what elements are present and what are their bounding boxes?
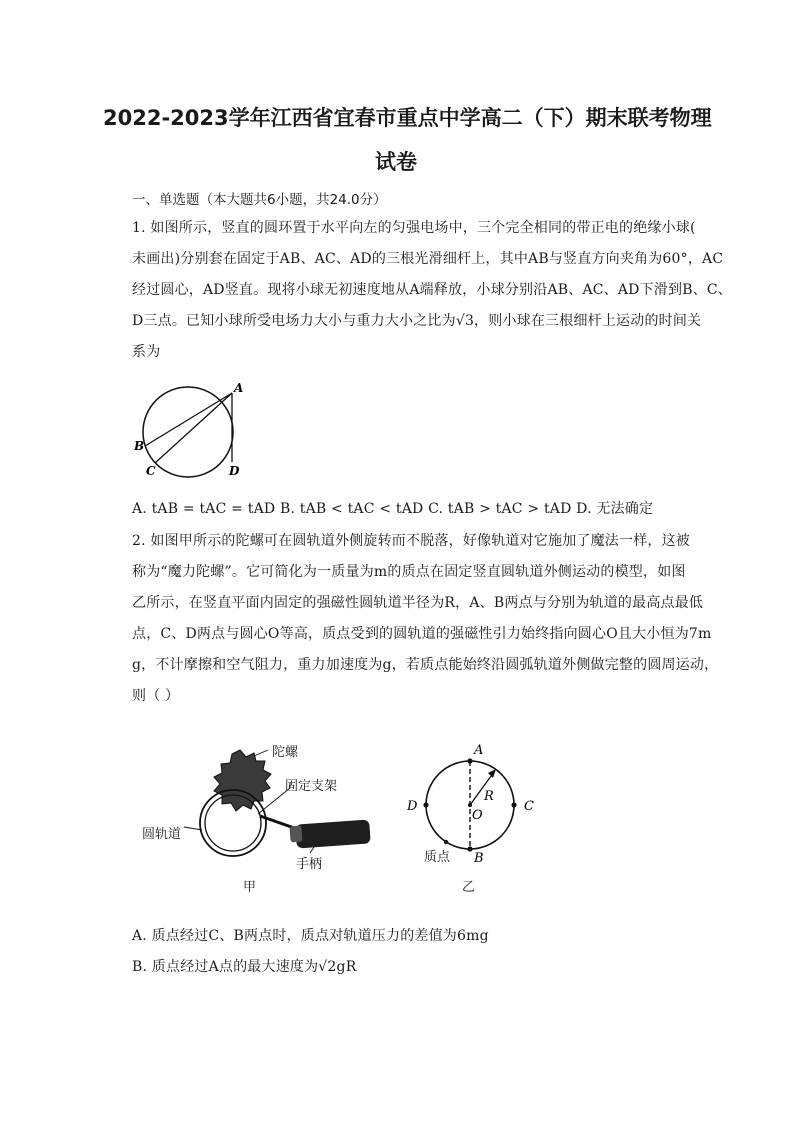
handle-collar (289, 826, 302, 843)
point-a (467, 758, 472, 763)
q1-label-a: A (234, 381, 244, 395)
q1-line: 系为 (132, 344, 161, 360)
q2-line: 称为“魔力陀螺”。它可简化为一质量为m的质点在固定竖直圆轨道外侧运动的模型，如图 (132, 564, 686, 580)
q2-line: 点，C、D两点与圆心O等高，质点受到的圆轨道的强磁性引力始终指向圆心O且大小恒为7m (132, 626, 712, 642)
q1-line: 经过圆心，AD竖直。现将小球无初速度地从A端释放，小球分别沿AB、AC、AD下滑到B、C、 (132, 282, 732, 298)
leader-line (184, 827, 202, 830)
q2-line: 则（ ） (132, 688, 180, 704)
section-heading: 一、单选题（本大题共6小题，共24.0分） (132, 192, 387, 208)
yi-label-a: A (474, 743, 484, 758)
q1-rod-ab (145, 393, 232, 446)
doc-title-line2: 试卷 (375, 150, 417, 174)
figure-caption-jia: 甲 (243, 880, 257, 895)
q2-option-a: A. 质点经过C、B两点时，质点对轨道压力的差值为6mg (132, 928, 489, 944)
point-d (423, 802, 428, 807)
particle-label: 质点 (424, 850, 451, 865)
q1-rod-ac (155, 393, 232, 463)
handle-label: 手柄 (296, 857, 323, 872)
gyroscope-label: 陀螺 (272, 745, 299, 760)
q1-label-d: D (229, 464, 240, 478)
q1-label-b: B (134, 439, 145, 453)
yi-label-c: C (524, 799, 534, 814)
yi-label-b: B (474, 851, 484, 862)
leader-line (254, 750, 268, 756)
figure-caption-yi: 乙 (462, 880, 476, 895)
q1-options: A. tAB = tAC = tAD B. tAB < tAC < tAD C. tAB > tAC > tAD D. 无法确定 (132, 501, 654, 517)
point-b (467, 846, 472, 851)
point-c (511, 802, 516, 807)
q1-line: D三点。已知小球所受电场力大小与重力大小之比为√3，则小球在三根细杆上运动的时间关 (132, 313, 702, 329)
handle (295, 819, 370, 848)
q2-line: 乙所示，在竖直平面内固定的强磁性圆轨道半径为R，A、B两点与分别为轨道的最高点最低 (132, 595, 704, 611)
q2-option-b: B. 质点经过A点的最大速度为√2gR (132, 959, 357, 975)
q1-circle-figure (128, 376, 258, 481)
yi-label-o: O (472, 808, 483, 823)
doc-title-line1: 2022-2023学年江西省宜春市重点中学高二（下）期末联考物理 (103, 106, 712, 130)
yi-label-d: D (407, 799, 418, 814)
bracket-label: 固定支架 (285, 779, 338, 794)
gyroscope-icon (214, 750, 271, 811)
track-label: 圆轨道 (142, 827, 182, 842)
particle-dot (444, 840, 448, 844)
q1-line: 未画出)分别套在固定于AB、AC、AD的三根光滑细杆上，其中AB与竖直方向夹角为60°，AC (132, 251, 724, 267)
q1-label-c: C (146, 464, 156, 478)
q2-figure-yi (398, 732, 558, 862)
arrowhead-icon (488, 769, 496, 778)
q2-line: g，不计摩擦和空气阻力，重力加速度为g，若质点能始终沿圆弧轨道外侧做完整的圆周运动， (132, 657, 719, 673)
center-o (468, 803, 472, 807)
yi-label-r: R (484, 789, 494, 804)
q1-line: 1. 如图所示，竖直的圆环置于水平向左的匀强电场中，三个完全相同的带正电的绝缘小球( (132, 220, 696, 236)
q2-line: 2. 如图甲所示的陀螺可在圆轨道外侧旋转而不脱落，好像轨道对它施加了魔法一样，这被 (132, 533, 691, 549)
